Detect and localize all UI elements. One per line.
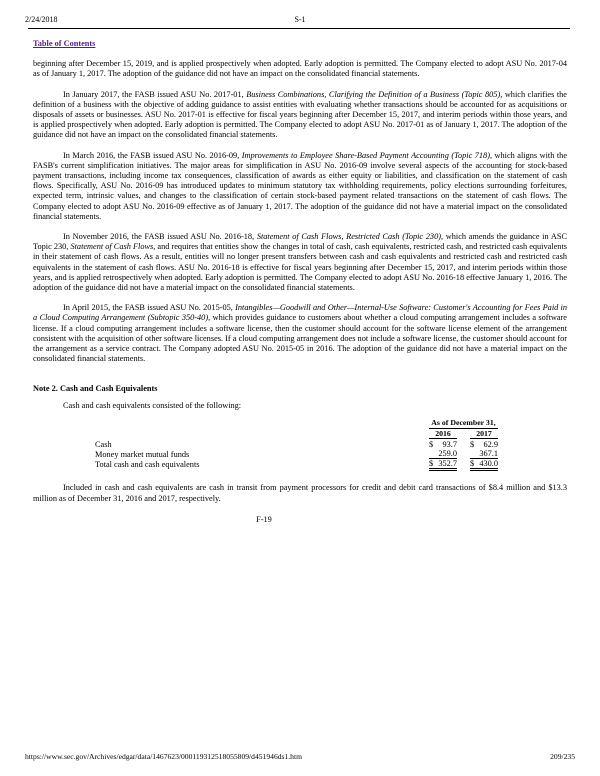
paragraph: In April 2015, the FASB issued ASU No. 2015-05, Intangibles—Goodwill and Other—Internal-Use Software: Customer's Accounting for Fees Paid in a Cloud Computing Arrangement (Subtopic 350-40), which provides guidance to customers about whether a cloud computing arrangement includes a software license. If a cloud computing arrangement includes a software license, then the customer should account for the software license element of the arrangement consistent with the acquisition of other software licenses. If a cloud computing arrangement does not include a software license, the customer should account for the arrangement as a service contract. The Company adopted ASU No. 2015-05 in 2016. The adoption of the guidance did not have a material impact on the consolidated financial statements. (33, 303, 568, 364)
closing-paragraph: Included in cash and cash equivalents are cash in transit from payment processors for credit and debit card transactions of $8.4 million and $13.3 million as of December 31, 2016 and 2017, respectively. (33, 483, 567, 503)
paragraph: In January 2017, the FASB issued ASU No. 2017-01, Business Combinations, Clarifying the Definition of a Business (Topic 805), which clarifies the definition of a business with the objective of adding guidance to assist entities with evaluating whether transactions should be accounted for as acquisitions or disposals of assets or businesses. ASU No. 2017-01 is effective for fiscal years beginning after December 15, 2017, and interim periods within those years, and is applied prospectively when adopted. Early adoption is permitted. The Company elected to adopt ASU No. 2017-01 as of January 1, 2017. The adoption of the guidance did not have an impact on the consolidated financial statements. (33, 89, 567, 140)
print-footer (25, 752, 575, 763)
document-content (33, 39, 567, 525)
paragraphs (33, 59, 567, 364)
paragraph: In March 2016, the FASB issued ASU No. 2016-09, Improvements to Employee Share-Based Payment Accounting (Topic 718), which aligns with the FASB's current simplification initiatives. The major areas for simplification in ASU No. 2016-09 involve several aspects of the accounting for stock-based payment transactions, including income tax consequences, classification of awards as either equity or liabilities, and classification on the statement of cash flows. Specifically, ASU No. 2016-09 has introduced updates to minimum statutory tax withholding requirements, policy elections surrounding forfeitures, expected term, intrinsic values, and changes to the classification of certain stock-based payment related transactions on the statement of cash flows. The Company elected to adopt ASU No. 2016-09 effective as of January 1, 2017. The adoption of the guidance did not have a material impact on the consolidated financial statements. (33, 150, 567, 221)
note-intro: Cash and cash equivalents consisted of the following: (63, 400, 242, 410)
print-date: 2/24/2018 (25, 15, 58, 24)
paragraph: In November 2016, the FASB issued ASU No. 2016-18, Statement of Cash Flows, Restricted Cash (Topic 230), which amends the guidance in ASC Topic 230, Statement of Cash Flows, and requires that entities show the changes in total of cash, cash equivalents, restricted cash, and restricted cash equivalents in their statement of cash flows. As a result, entities will no longer present transfers between cash and cash equivalents and restricted cash and restricted cash equivalents in the statement of cash flows. ASU No. 2016-18 is effective for fiscal years beginning after December 15, 2017, and interim periods within those years, and is applied retrospectively when adopted. Early adoption is permitted. The Company elected to adopt ASU No. 2016-18 effective January 1, 2016. The adoption of the guidance did not have a material impact on the consolidated financial statements. (33, 232, 567, 293)
cash-table (95, 418, 498, 470)
column-header-2017: 2017 (470, 429, 498, 440)
column-header-2016: 2016 (429, 429, 457, 440)
table-period-header: As of December 31, (429, 418, 498, 429)
value-cell: $ 430.0 (470, 458, 498, 468)
header-rule (28, 28, 570, 29)
page-number-label: F-19 (256, 514, 272, 524)
toc-wrap (33, 39, 567, 49)
table-year-header-row (95, 429, 498, 440)
document-type-label: S-1 (294, 15, 306, 24)
table-of-contents-link[interactable]: Table of Contents (33, 39, 96, 48)
row-label: Cash (95, 439, 112, 449)
note-heading: Note 2. Cash and Cash Equivalents (33, 384, 158, 394)
value-cell: $ 352.7 (429, 458, 457, 468)
print-header (25, 15, 575, 26)
cash-table-body (95, 439, 498, 469)
page-indicator: 209/235 (550, 752, 575, 761)
row-label: Money market mutual funds (95, 449, 190, 459)
value-cell: $ 62.9 (470, 439, 498, 449)
value-cell: 367.1 (470, 449, 498, 460)
row-label: Total cash and cash equivalents (95, 459, 200, 469)
paragraph: beginning after December 15, 2019, and is applied prospectively when adopted. Early adoption is permitted. The Company elected to adopt ASU No. 2017-04 as of January 1, 2017. The adoption of the guidance did not have an impact on the consolidated financial statements. (33, 59, 567, 79)
footer-url: https://www.sec.gov/Archives/edgar/data/1467623/000119312518055809/d451946ds1.htm (25, 752, 303, 761)
value-cell: 259.0 (429, 449, 457, 460)
value-cell: $ 93.7 (429, 439, 457, 449)
table-row (95, 459, 498, 469)
table-period-header-row (95, 418, 498, 429)
